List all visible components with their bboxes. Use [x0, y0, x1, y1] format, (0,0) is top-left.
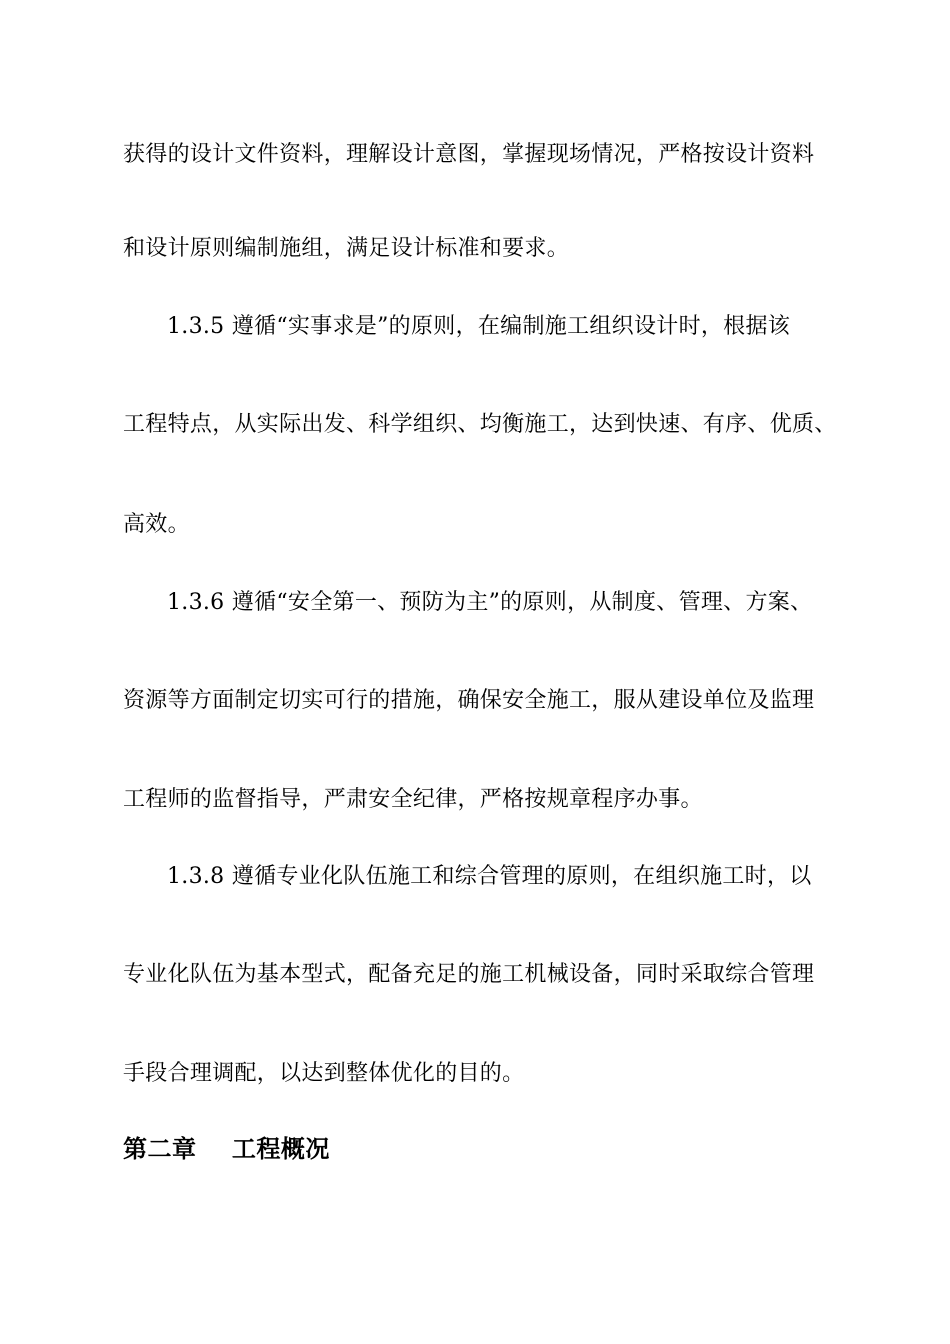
section-1-3-6-line-2: 资源等方面制定切实可行的措施，确保安全施工，服从建设单位及监理	[123, 688, 815, 713]
section-1-3-5-line-1: 1.3.5 遵循“实事求是”的原则，在编制施工组织设计时，根据该	[167, 314, 791, 339]
section-1-3-5-line-2: 工程特点，从实际出发、科学组织、均衡施工，达到快速、有序、优质、	[123, 412, 837, 437]
section-1-3-6-line-3: 工程师的监督指导，严肃安全纪律，严格按规章程序办事。	[123, 787, 703, 812]
section-1-3-8-line-3: 手段合理调配，以达到整体优化的目的。	[123, 1061, 525, 1086]
section-1-3-8-line-2: 专业化队伍为基本型式，配备充足的施工机械设备，同时采取综合管理	[123, 962, 815, 987]
chapter-heading: 第二章 工程概况	[123, 1135, 330, 1163]
section-1-3-5-line-3: 高效。	[123, 512, 190, 537]
section-1-3-6-line-1: 1.3.6 遵循“安全第一、预防为主”的原则，从制度、管理、方案、	[167, 590, 813, 615]
paragraph-line-1: 获得的设计文件资料，理解设计意图，掌握现场情况，严格按设计资料	[123, 142, 815, 167]
paragraph-line-2: 和设计原则编制施组，满足设计标准和要求。	[123, 236, 570, 261]
section-1-3-8-line-1: 1.3.8 遵循专业化队伍施工和综合管理的原则，在组织施工时，以	[167, 864, 812, 889]
